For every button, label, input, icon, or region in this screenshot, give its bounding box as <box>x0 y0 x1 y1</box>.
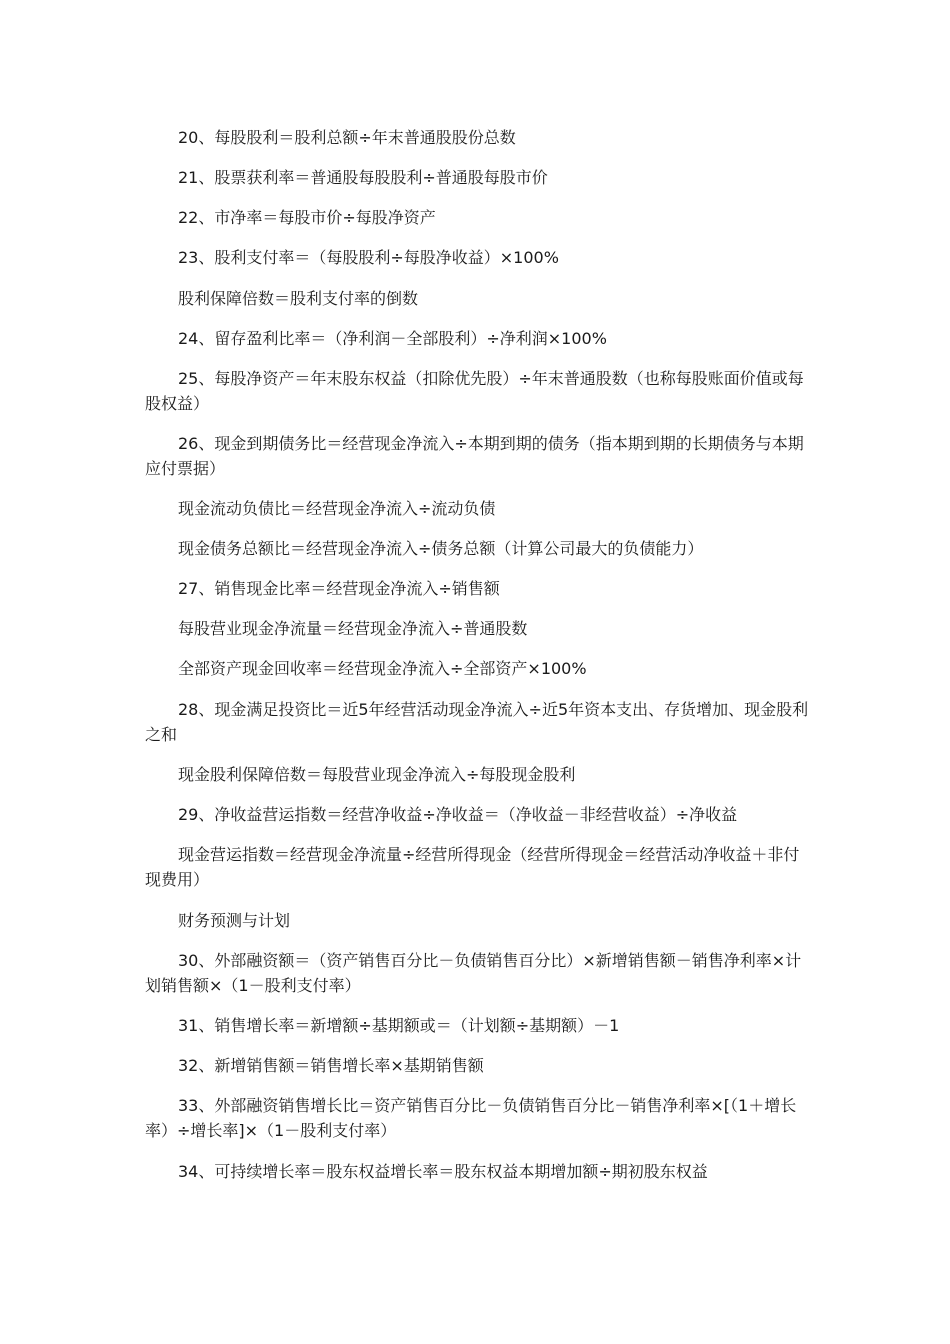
formula-line-cash-current-debt: 现金流动负债比＝经营现金净流入÷流动负债 <box>178 499 496 518</box>
formula-line-33: 33、外部融资销售增长比＝资产销售百分比－负债销售百分比－销售净利率×[（1＋增长率）÷增长率]×（1－股利支付率） <box>145 1096 797 1140</box>
formula-line-cash-flow-per-share: 每股营业现金净流量＝经营现金净流入÷普通股数 <box>178 619 528 638</box>
section-heading-forecast-plan: 财务预测与计划 <box>178 911 291 930</box>
formula-line-cash-total-debt: 现金债务总额比＝经营现金净流入÷债务总额（计算公司最大的负债能力） <box>178 539 704 558</box>
formula-line-23: 23、股利支付率＝（每股股利÷每股净收益）×100% <box>178 248 559 267</box>
formula-line-21: 21、股票获利率＝普通股每股股利÷普通股每股市价 <box>178 168 548 187</box>
formula-line-cash-dividend-coverage: 现金股利保障倍数＝每股营业现金净流入÷每股现金股利 <box>178 765 576 784</box>
formula-line-cash-operating-index: 现金营运指数＝经营现金净流量÷经营所得现金（经营所得现金＝经营活动净收益＋非付现费用） <box>145 845 800 889</box>
formula-line-26: 26、现金到期债务比＝经营现金净流入÷本期到期的债务（指本期到期的长期债务与本期应付票据） <box>145 434 804 478</box>
formula-line-dividend-coverage: 股利保障倍数＝股利支付率的倒数 <box>178 289 419 308</box>
formula-line-28: 28、现金满足投资比＝近5年经营活动现金净流入÷近5年资本支出、存货增加、现金股利之和 <box>145 700 809 744</box>
formula-line-asset-cash-recovery: 全部资产现金回收率＝经营现金净流入÷全部资产×100% <box>178 659 587 678</box>
formula-line-25: 25、每股净资产＝年末股东权益（扣除优先股）÷年末普通股数（也称每股账面价值或每股权益） <box>145 369 804 413</box>
formula-line-29: 29、净收益营运指数＝经营净收益÷净收益＝（净收益－非经营收益）÷净收益 <box>178 805 738 824</box>
formula-line-32: 32、新增销售额＝销售增长率×基期销售额 <box>178 1056 484 1075</box>
formula-line-24: 24、留存盈利比率＝（净利润－全部股利）÷净利润×100% <box>178 329 607 348</box>
formula-line-31: 31、销售增长率＝新增额÷基期额或＝（计划额÷基期额）－1 <box>178 1016 620 1035</box>
formula-line-20: 20、每股股利＝股利总额÷年末普通股股份总数 <box>178 128 516 147</box>
formula-line-34: 34、可持续增长率＝股东权益增长率＝股东权益本期增加额÷期初股东权益 <box>178 1162 708 1181</box>
formula-line-22: 22、市净率＝每股市价÷每股净资产 <box>178 208 436 227</box>
formula-line-30: 30、外部融资额＝（资产销售百分比－负债销售百分比）×新增销售额－销售净利率×计划销售额×（1－股利支付率） <box>145 951 802 995</box>
formula-line-27: 27、销售现金比率＝经营现金净流入÷销售额 <box>178 579 500 598</box>
